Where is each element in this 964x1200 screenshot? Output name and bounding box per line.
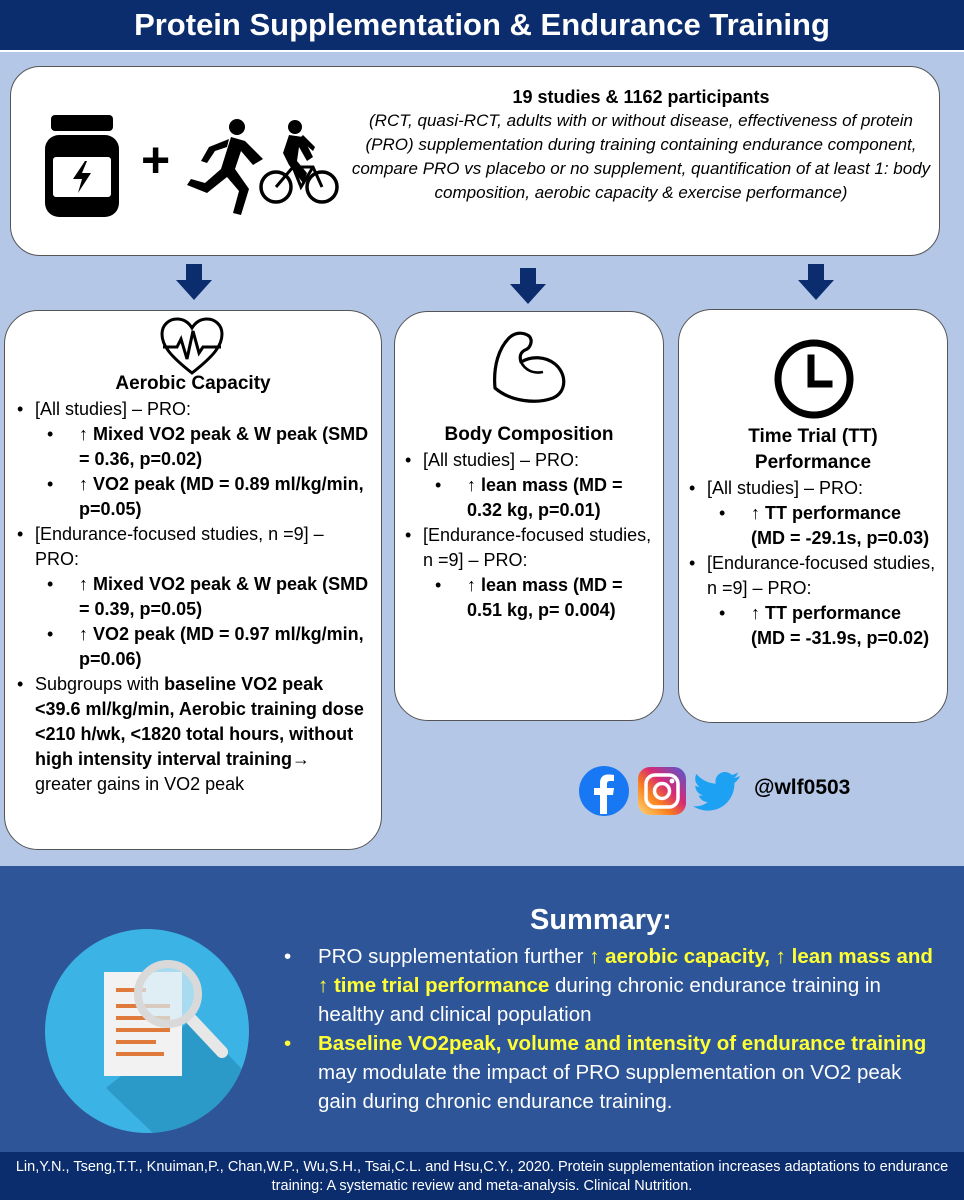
down-arrow-icon [174, 262, 214, 302]
body-composition-card [394, 311, 664, 721]
inclusion-criteria: (RCT, quasi-RCT, adults with or without disease, effectiveness of protein (PRO) supplementation during training containing endurance component, compare PRO vs placebo or no supplement, quantification of at least 1: body composition, aerobic capacity & exercise performance) [351, 111, 931, 202]
social-handle[interactable]: @wlf0503 [754, 776, 851, 799]
twitter-icon[interactable] [692, 764, 744, 818]
tt-endurance-finding-1: • ↑ TT performance (MD = -31.9s, p=0.02) [707, 601, 939, 651]
study-overview-box [10, 66, 940, 256]
plus-sign: + [141, 132, 171, 188]
down-arrow-icon [796, 262, 836, 302]
summary-point-1: • PRO supplementation further ↑ aerobic capacity, ↑ lean mass and ↑ time trial performance during chronic endurance training in healthy and clinical population [284, 942, 944, 1029]
supplement-jar-icon [37, 111, 127, 221]
document-search-icon [44, 928, 250, 1134]
aerobic-endurance-label: [Endurance-focused studies, n =9] – PRO: [35, 524, 324, 569]
time-trial-title: Time Trial (TT) Performance [748, 426, 878, 473]
aerobic-all-finding-1: • ↑ Mixed VO2 peak & W peak (SMD = 0.36, p=0.02) [35, 422, 371, 472]
aerobic-capacity-card [4, 310, 382, 850]
body-all-finding-1: • ↑ lean mass (MD = 0.32 kg, p=0.01) [423, 473, 655, 523]
tt-all-finding-1: • ↑ TT performance (MD = -29.1s, p=0.03) [707, 501, 939, 551]
flexed-arm-icon [487, 326, 573, 406]
body-endurance-label: [Endurance-focused studies, n =9] – PRO: [423, 525, 652, 570]
heart-rate-icon [159, 317, 225, 377]
summary-title: Summary: [530, 904, 672, 936]
instagram-icon[interactable] [636, 764, 688, 818]
tt-endurance-label: [Endurance-focused studies, n =9] – PRO: [707, 553, 936, 598]
aerobic-subgroups-finding: • Subgroups with baseline VO2 peak <39.6 ml/kg/min, Aerobic training dose <210 h/wk, <1820 total hours, without high intensity interval training→ greater gains in VO2 peak [11, 672, 371, 797]
cyclist-icon [259, 117, 339, 207]
time-trial-card [678, 309, 948, 723]
aerobic-endurance-finding-1: • ↑ Mixed VO2 peak & W peak (SMD = 0.39, p=0.05) [35, 572, 371, 622]
study-overview-text [351, 85, 931, 205]
citation: Lin,Y.N., Tseng,T.T., Knuiman,P., Chan,W.P., Wu,S.H., Tsai,C.L. and Hsu,C.Y., 2020. Protein supplementation increases adaptations to endurance training: A systematic review and meta-analysis. Clinical Nutrition. [0, 1152, 964, 1200]
body-all-studies-label: [All studies] – PRO: [423, 450, 580, 470]
facebook-icon[interactable] [578, 764, 630, 818]
aerobic-capacity-title: Aerobic Capacity [115, 373, 271, 394]
down-arrow-icon [508, 266, 548, 306]
aerobic-all-finding-2: • ↑ VO2 peak (MD = 0.89 ml/kg/min, p=0.05) [35, 472, 371, 522]
page-title: Protein Supplementation & Endurance Training [0, 0, 964, 52]
clock-icon [771, 336, 857, 422]
tt-all-studies-label: [All studies] – PRO: [707, 478, 864, 498]
runner-icon [181, 117, 266, 217]
summary-point-2: • Baseline VO2peak, volume and intensity of endurance training may modulate the impact of PRO supplementation on VO2 peak gain during chronic endurance training. [284, 1029, 944, 1116]
aerobic-all-studies-label: [All studies] – PRO: [35, 399, 192, 419]
body-composition-title: Body Composition [444, 424, 614, 445]
studies-headline: 19 studies & 1162 participants [512, 87, 770, 107]
body-endurance-finding-1: • ↑ lean mass (MD = 0.51 kg, p= 0.004) [423, 573, 655, 623]
aerobic-endurance-finding-2: • ↑ VO2 peak (MD = 0.97 ml/kg/min, p=0.06) [35, 622, 371, 672]
summary-list [284, 942, 944, 1116]
